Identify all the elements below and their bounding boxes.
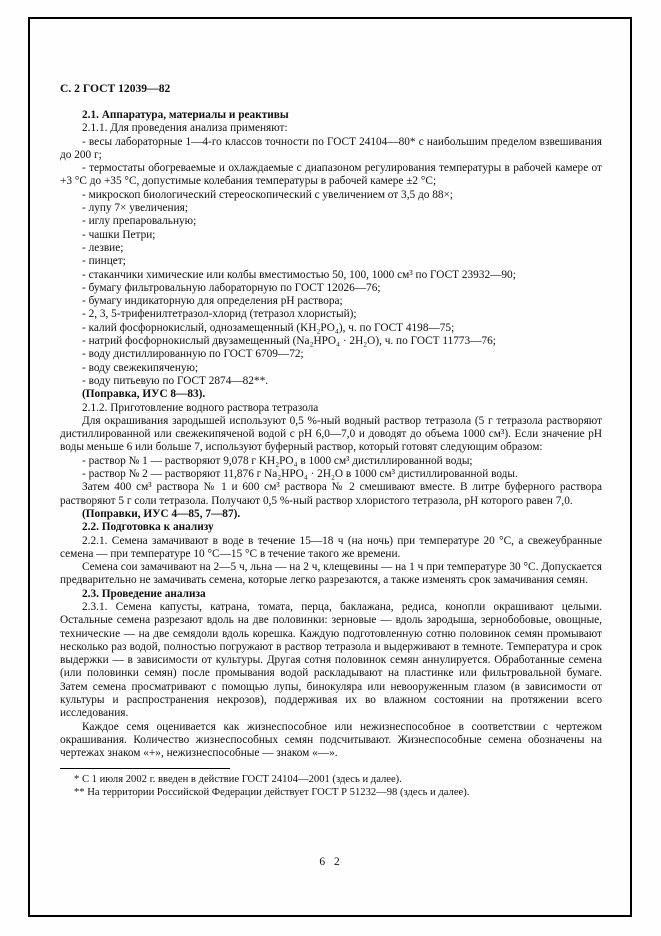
paragraph: - натрий фосфорнокислый двузамещенный (Na₂HPO₄ · 2H₂O), ч. по ГОСТ 11773—76; <box>82 335 496 348</box>
footnote: * С 1 июля 2002 г. введен в действие ГОСТ 24104—2001 (здесь и далее). <box>74 773 402 785</box>
paragraph: Для окрашивания зародышей используют 0,5 %-ный водный раствор тетразола (5 г тетразола растворяют дистиллированной или свежекипяченой водой с рН 6,0—7,0 и доводят до объема 1000 см³). Если значение рН воды меньше 6 или больше 7, используют буферный раствор, который готовят следующим образом: <box>60 414 602 454</box>
paragraph: - пинцет; <box>82 255 126 268</box>
heading-paragraph: 2.3. Проведение анализа <box>82 587 206 600</box>
heading-paragraph: 2.2. Подготовка к анализу <box>82 521 214 534</box>
footnote: ** На территории Российской Федерации действует ГОСТ Р 51232—98 (здесь и далее). <box>74 786 470 798</box>
paragraph: - бумагу фильтровальную лабораторную по ГОСТ 12026—76; <box>82 281 381 294</box>
paragraph: - лупу 7× увеличения; <box>82 202 188 215</box>
page-header: С. 2 ГОСТ 12039—82 <box>60 82 171 95</box>
heading-paragraph: (Поправка, ИУС 8—83). <box>82 388 206 401</box>
paragraph: - 2, 3, 5-трифенилтетразол-хлорид (тетразол хлористый); <box>82 308 357 321</box>
paragraph: - термостаты обогреваемые и охлаждаемые с диапазоном регулирования температуры в рабочей камере от +3 °С до +35 °С, допустимые колебания температуры в рабочей камере ±2 °С; <box>60 162 602 188</box>
paragraph: Каждое семя оценивается как жизнеспособное или нежизнеспособное в соответствии с чертежом окрашивания. Количество жизнеспособных семян подсчитывают. Жизнеспособные семена обозначены на чертежах знаком «+», нежизнеспособные — знаком «—». <box>60 720 602 760</box>
paragraph: - микроскоп биологический стереоскопический с увеличением от 3,5 до 88×; <box>82 188 454 201</box>
paragraph: - калий фосфорнокислый, однозамещенный (KH₂PO₄), ч. по ГОСТ 4198—75; <box>82 321 455 334</box>
page-content <box>60 82 602 799</box>
paragraph: - стаканчики химические или колбы вместимостью 50, 100, 1000 см³ по ГОСТ 23932—90; <box>82 268 516 281</box>
heading-paragraph: 2.1. Аппаратура, материалы и реактивы <box>82 109 289 121</box>
heading-paragraph: (Поправки, ИУС 4—85, 7—87). <box>82 507 241 520</box>
footnote-list <box>60 773 602 799</box>
paragraph: Семена сои замачивают на 2—5 ч, льна — на 2 ч, клещевины — на 1 ч при температуре 30 °С. Допускается предварительно не замачивать семена, которые легко разрезаются, а также изменять срок замачивания семян. <box>60 561 602 587</box>
document-body <box>60 109 602 761</box>
paragraph: - раствор № 2 — растворяют 11,876 г Na₂HPO₄ · 2H₂O в 1000 см³ дистиллированной воды. <box>82 468 518 481</box>
paragraph: Затем 400 см³ раствора № 1 и 600 см³ раствора № 2 смешивают вместе. В литре буферного раствора растворяют 5 г соли тетразола. Получают 0,5 %-ный раствор хлористого тетразола, рН которого равен 7,0. <box>60 481 602 507</box>
paragraph: - иглу препаровальную; <box>82 215 197 228</box>
paragraph: 2.2.1. Семена замачивают в воде в течение 15—18 ч (на ночь) при температуре 20 °С, а свежеубранные семена — при температуре 10 °С—15 °С в течение такого же времени. <box>60 534 602 560</box>
paragraph: - бумагу индикаторную для определения рН раствора; <box>82 295 343 308</box>
paragraph: - воду дистиллированную по ГОСТ 6709—72; <box>82 348 304 361</box>
paragraph: - весы лабораторные 1—4-го классов точности по ГОСТ 24104—80* с наибольшим пределом взвешивания до 200 г; <box>60 135 602 161</box>
paragraph: - воду свежекипяченую; <box>82 361 199 374</box>
footnote-rule <box>60 768 230 769</box>
paragraph: 2.1.2. Приготовление водного раствора тетразола <box>82 401 319 414</box>
paragraph: - раствор № 1 — растворяют 9,078 г KH₂PO₄ в 1000 см³ дистиллированной воды; <box>82 454 473 467</box>
paragraph: - воду питьевую по ГОСТ 2874—82**. <box>82 374 269 387</box>
paragraph: 2.1.1. Для проведения анализа применяют: <box>82 122 288 135</box>
footnotes-section <box>60 768 602 799</box>
paragraph: - лезвие; <box>82 241 124 254</box>
paragraph: 2.3.1. Семена капусты, катрана, томата, перца, баклажана, редиса, конопли окрашивают целыми. Остальные семена разрезают вдоль на две половинки: зерновые — вдоль зародыша, зернобобовые, овощные, технические — на две семядоли вдоль корешка. Каждую подготовленную сотню половинок семян промывают несколько раз водой, полностью погружают в раствор тетразола и выдерживают в темноте. Температура и срок выдержки — в зависимости от культуры. Другая сотня половинок семян аннулируется. Обработанные семена (или половинки семян) после промывания водой раскладывают на пластинке или фильтровальной бумаге. Затем семена просматривают с помощью лупы, бинокуляра или невооруженным глазом (в зависимости от культуры и распространения некрозов), поддерживая их во влажном состоянии на протяжении всего исследования. <box>60 600 602 720</box>
paragraph: - чашки Петри; <box>82 228 156 241</box>
page-number: 6 2 <box>319 856 343 868</box>
